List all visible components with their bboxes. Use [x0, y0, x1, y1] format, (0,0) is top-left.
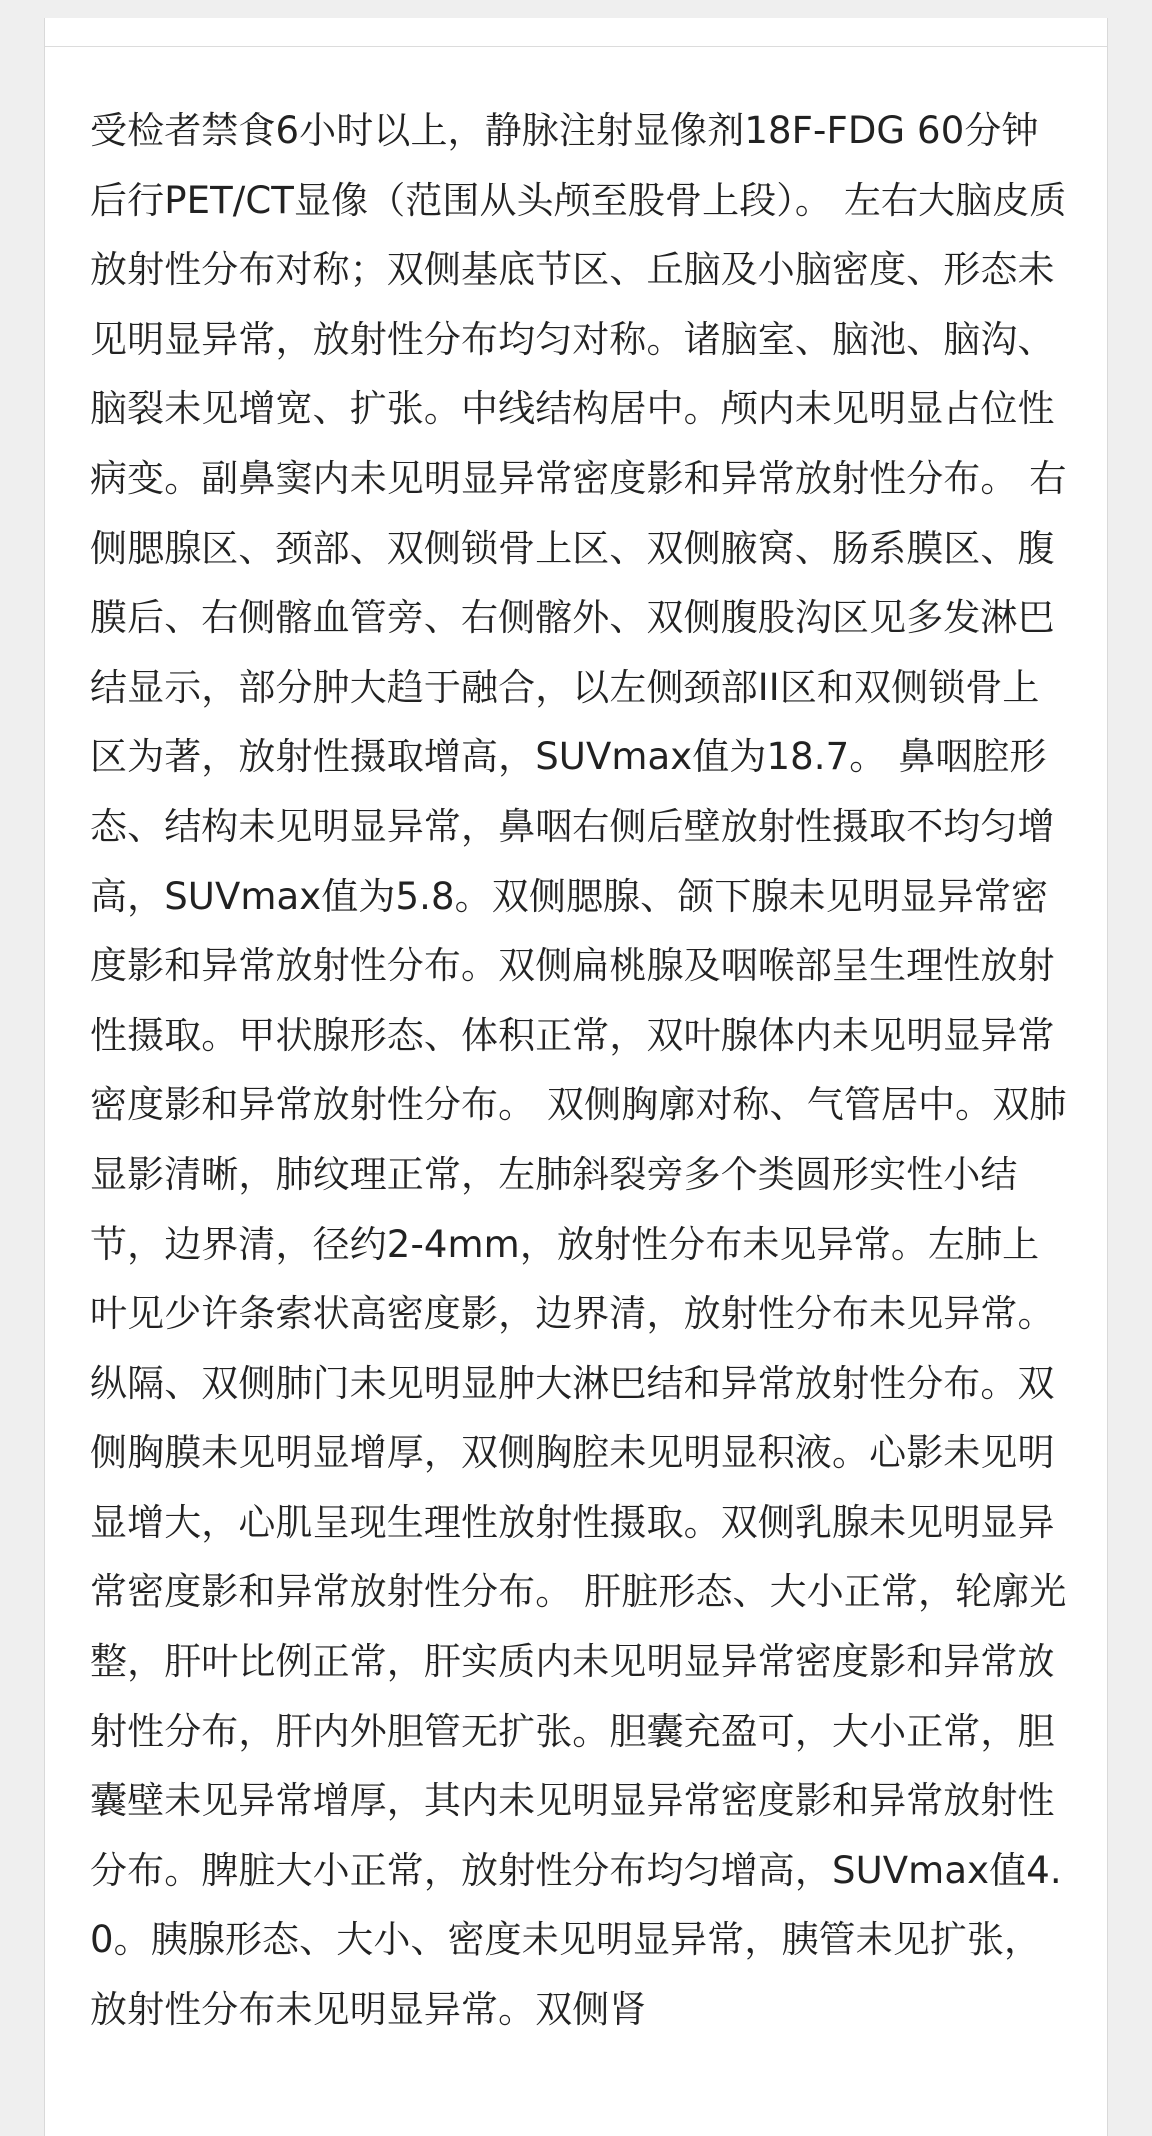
card-header-divider [45, 46, 1107, 47]
report-card [44, 18, 1108, 2136]
report-findings-text: 受检者禁食6小时以上，静脉注射显像剂18F-FDG 60分钟后行PET/CT显像（范围从头颅至股骨上段）。 左右大脑皮质放射性分布对称；双侧基底节区、丘脑及小脑密度、形态未见明显异常，放射性分布均匀对称。诸脑室、脑池、脑沟、脑裂未见增宽、扩张。中线结构居中。颅内未见明显占位性病变。副鼻窦内未见明显异常密度影和异常放射性分布。 右侧腮腺区、颈部、双侧锁骨上区、双侧腋窝、肠系膜区、腹膜后、右侧髂血管旁、右侧髂外、双侧腹股沟区见多发淋巴结显示，部分肿大趋于融合，以左侧颈部II区和双侧锁骨上区为著，放射性摄取增高，SUVmax值为18.7。 鼻咽腔形态、结构未见明显异常，鼻咽右侧后壁放射性摄取不均匀增高，SUVmax值为5.8。双侧腮腺、颌下腺未见明显异常密度影和异常放射性分布。双侧扁桃腺及咽喉部呈生理性放射性摄取。甲状腺形态、体积正常，双叶腺体内未见明显异常密度影和异常放射性分布。 双侧胸廓对称、气管居中。双肺显影清晰，肺纹理正常，左肺斜裂旁多个类圆形实性小结节，边界清，径约2-4mm，放射性分布未见异常。左肺上叶见少许条索状高密度影，边界清，放射性分布未见异常。纵隔、双侧肺门未见明显肿大淋巴结和异常放射性分布。双侧胸膜未见明显增厚，双侧胸腔未见明显积液。心影未见明显增大，心肌呈现生理性放射性摄取。双侧乳腺未见明显异常密度影和异常放射性分布。 肝脏形态、大小正常，轮廓光整，肝叶比例正常，肝实质内未见明显异常密度影和异常放射性分布，肝内外胆管无扩张。胆囊充盈可，大小正常，胆囊壁未见异常增厚，其内未见明显异常密度影和异常放射性分布。脾脏大小正常，放射性分布均匀增高，SUVmax值4.0。胰腺形态、大小、密度未见明显异常，胰管未见扩张，放射性分布未见明显异常。双侧肾 [90, 109, 1067, 2032]
